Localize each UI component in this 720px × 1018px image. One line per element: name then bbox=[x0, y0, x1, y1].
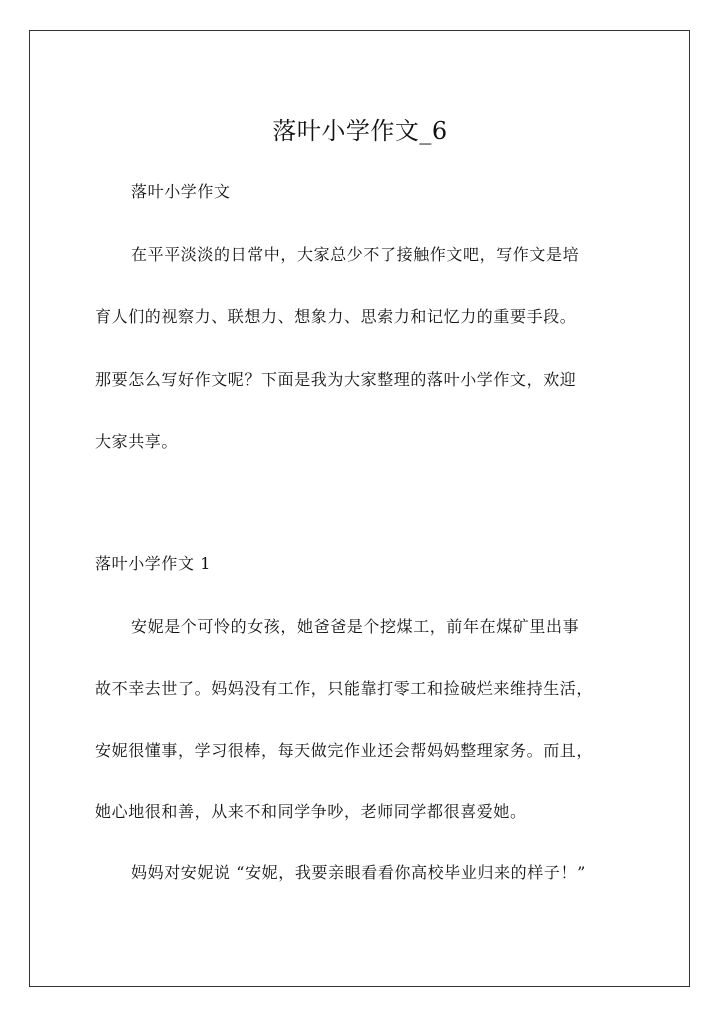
paragraph-line: 那要怎么写好作文呢？下面是我为大家整理的落叶小学作文，欢迎 bbox=[95, 370, 577, 389]
paragraph-line: 大家共享。 bbox=[95, 432, 179, 451]
page-border bbox=[29, 30, 690, 987]
intro-subtitle: 落叶小学作文 bbox=[131, 182, 231, 201]
paragraph-line: 妈妈对安妮说 “安妮，我要亲眼看看你高校毕业归来的样子！” bbox=[131, 863, 586, 882]
paragraph-line: 育人们的视察力、联想力、想象力、思索力和记忆力的重要手段。 bbox=[95, 307, 577, 326]
paragraph-line: 安妮是个可怜的女孩，她爸爸是个挖煤工，前年在煤矿里出事 bbox=[131, 617, 580, 636]
paragraph-line: 故不幸去世了。妈妈没有工作，只能靠打零工和捡破烂来维持生活， bbox=[95, 679, 594, 698]
document-title: 落叶小学作文_6 bbox=[272, 117, 448, 145]
paragraph-line: 安妮很懂事，学习很棒，每天做完作业还会帮妈妈整理家务。而且， bbox=[95, 741, 594, 760]
section-heading: 落叶小学作文 1 bbox=[95, 554, 212, 573]
paragraph-line: 她心地很和善，从来不和同学争吵，老师同学都很喜爱她。 bbox=[95, 802, 527, 821]
paragraph-line: 在平平淡淡的日常中，大家总少不了接触作文吧，写作文是培 bbox=[131, 245, 580, 264]
